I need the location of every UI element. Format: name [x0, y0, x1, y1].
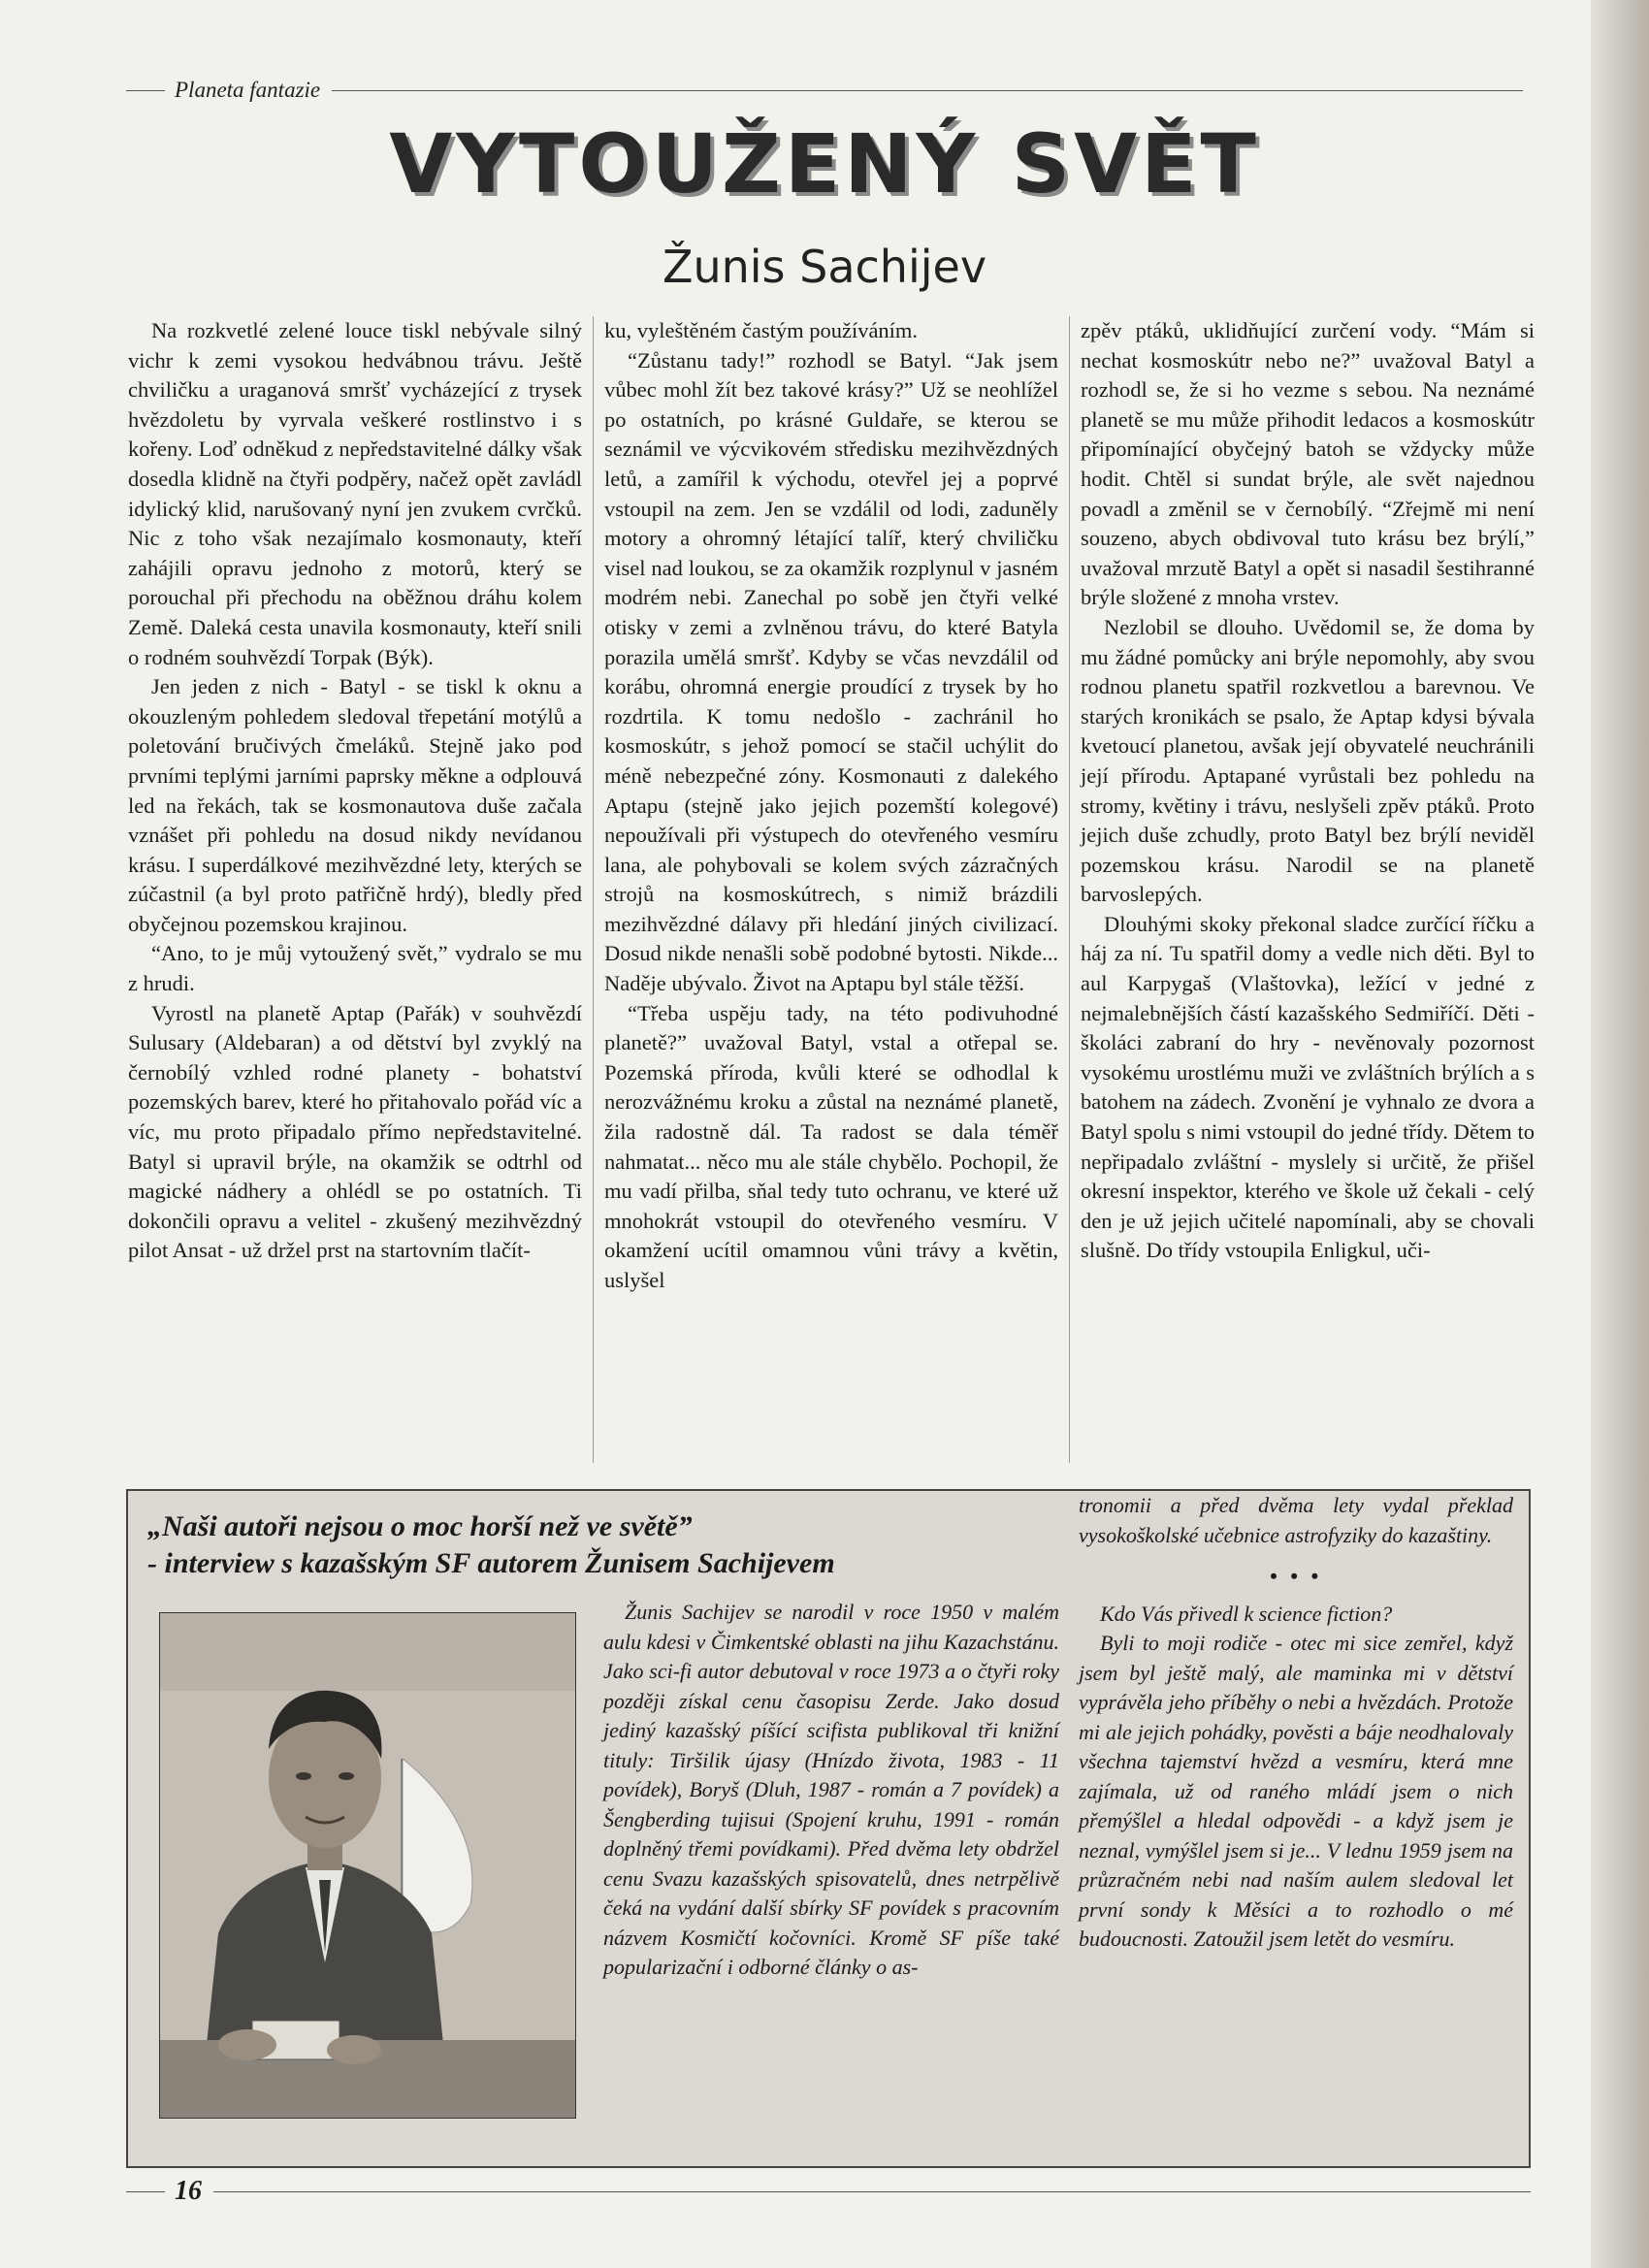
interview-box: [126, 1489, 1531, 2168]
interview-heading-line-2: - interview s kazašským SF autorem Žunisem Sachijevem: [147, 1547, 835, 1579]
section-label: Planeta fantazie: [175, 78, 321, 102]
page-edge-shadow: [1591, 0, 1649, 2268]
interview-question: Kdo Vás přivedl k science fiction?: [1100, 1601, 1393, 1626]
text-column-2: [604, 316, 1058, 1463]
interview-right-column: [1079, 1491, 1513, 1955]
article-author: Žunis Sachijev: [662, 241, 987, 293]
paragraph: ku, vyleštěném častým používáním.: [604, 318, 919, 342]
running-header: [126, 76, 1523, 105]
author-bio-text: Žunis Sachijev se narodil v roce 1950 v malém aulu kdesi v Čimkentské oblasti na jihu Kazachstánu. Jako sci-fi autor debutoval v roce 1973 a o čtyři roky později získal cenu časopisu Zerde. Jako dosud jediný kazašský píšící scifista publikoval tři knižní tituly: Tiršilik újasy (Hnízdo života, 1983 - 11 povídek), Boryš (Dluh, 1987 - román a 7 povídek) a Šengberding tujisui (Spojení kruhu, 1991 - román doplněný třemi povídkami). Před dvěma lety obdržel cenu Svazu kazašských spisovatelů, dnes netrpělivě čeká na vydání další sbírky SF povídek s pracovním názvem Kosmičtí kočovníci. Kromě SF píše také popularizační i odborné články o as-: [603, 1600, 1059, 1979]
paragraph: Nezlobil se dlouho. Uvědomil se, že doma by mu žádné pomůcky ani brýle nepomohly, aby svou rodnou planetu spatřil rozkvetlou a barevnou. Ve starých kronikách se psalo, že Aptap kdysi bývala kvetoucí planetou, avšak její obyvatelé neuchránili její přírodu. Aptapané vyrůstali bez pohledu na stromy, květiny i trávu, neslyšeli zpěv ptáků. Proto jejich duše zchudly, proto Batyl bez brýlí neviděl pozemskou krásu. Narodil se na planetě barvoslepých.: [1081, 614, 1535, 907]
paragraph: “Třeba uspěju tady, na této podivuhodné planetě?” uvažoval Batyl, vstal a otřepal se. Pozemská příroda, kvůli které se odhodlal k nerozvážnému kroku a zůstal na neznámé planetě, žila radostně dál. Ta radost se dala téměř nahmatat... něco mu ale stále chybělo. Pochopil, že mu vadí přilba, sňal tedy tuto ochranu, ve které už mnohokrát vstoupil do otevřeného vesmíru. V okamžení ucítil omamnou vůni trávy a květin, uslyšel: [604, 1000, 1058, 1292]
header-rule-left: [126, 90, 165, 91]
page-number: 16: [175, 2176, 202, 2206]
footer-rule-left: [126, 2191, 165, 2192]
header-rule-right: [332, 90, 1523, 91]
page-footer: [126, 2177, 1531, 2206]
section-separator: • • •: [1269, 1564, 1323, 1588]
paragraph: Na rozkvetlé zelené louce tiskl nebývale silný vichr k zemi vysokou hedvábnou trávu. Ještě chviličku a uraganová smršť vycházející z trysek hvězdoletu by vyrvala veškeré rostlinstvo i s kořeny. Loď odněkud z nepředstavitelné dálky však dosedla klidně na čtyři podpěry, načež opět zavládl idylický klid, narušovaný nyní jen zvukem cvrčků. Nic z toho však nezajímalo kosmonauty, kteří zahájili opravu jednoho z motorů, který se porouchal při přechodu na oběžnou dráhu kolem Země. Daleká cesta unavila kosmonauty, kteří snili o rodném souhvězdí Torpak (Býk).: [128, 318, 582, 669]
author-portrait-image: [160, 1613, 575, 2118]
interview-left: [128, 1491, 1069, 2166]
text-column-3: [1081, 316, 1535, 1463]
paragraph: zpěv ptáků, uklidňující zurčení vody. “Mám si nechat kosmoskútr nebo ne?” uvažoval Batyl a rozhodl se, že si ho vezme s sebou. Na neznámé planetě se mu může přihodit ledacos a kosmoskútr připomínající obyčejný batoh se vždycky může hodit. Chtěl si sundat brýle, ale svět najednou povadl a změnil se v černobílý. “Zřejmě mi není souzeno, abych obdivoval tuto krásu bez brýlí,” uvažoval mrzutě Batyl a opět si nasadil šestihranné brýle složené z mnoha vrstev.: [1081, 318, 1535, 610]
interview-answer: Byli to moji rodiče - otec mi sice zemřel, když jsem byl ještě malý, ale maminka mi v dětství vyprávěla jeho příběhy o nebi a hvězdách. Protože mi ale jejich pohádky, pověsti a báje neodhalovaly všechna tajemství hvězd a vesmíru, která mne zajímala, už od raného mládí jsem o nich přemýšlel a hledal odpovědi - a když jsem je neznal, vymýšlel jsem si je... V lednu 1959 jsem na průzračném nebi nad naším aulem sledoval let první sondy k Měsíci a to rozhodlo o mé budoucnosti. Zatoužil jsem letět do vesmíru.: [1079, 1631, 1513, 1951]
text-column-1: [128, 316, 582, 1463]
paragraph: Jen jeden z nich - Batyl - se tiskl k oknu a okouzleným pohledem sledoval třepetání motýlů a poletování bručivých čmeláků. Stejně jako pod prvními teplými jarními paprsky měkne a odplouvá led na řekách, tak se kosmonautova duše začala vznášet při pohledu na dosud nikdy nevídanou krásu. I superdálkové mezihvězdné lety, kterých se zúčastnil (a byl proto patřičně hrdý), bledly před obyčejnou pozemskou krajinou.: [128, 674, 582, 936]
paragraph: “Zůstanu tady!” rozhodl se Batyl. “Jak jsem vůbec mohl žít bez takové krásy?” Už se neohlížel po ostatních, po krásné Guldaře, se kterou se seznámil ve výcvikovém středisku mezihvězdných letů, a zamířil k východu, otevřel jej a poprvé vstoupil na zem. Jen se vzdálil od lodi, zaduněly motory a ohromný létající talíř, který chviličku visel nad loukou, se za okamžik rozplynul v jasném modrém nebi. Zanechal po sobě jen čtyři velké otisky v zemi a zvlněnou trávu, do které Batyla porazila umělá smršť. Kdyby se včas nevzdálil od korábu, ohromná energie proudící z trysek by ho rozdrtila. K tomu nedošlo - zachránil ho kosmoskútr, s jehož pomocí se stačil uchýlit do méně nebezpečné zóny. Kosmonauti z dalekého Aptapu (stejně jako jejich pozemští kolegové) nepoužívali při výstupech do otevřeného vesmíru lana, ale pohybovali se kolem svých zázračných strojů na kosmoskútrech, s nimiž brázdili mezihvězdné dálavy při hledání jiných civilizací. Dosud nikde nenašli sobě podobné bytosti. Nikde... Naděje ubývalo. Život na Aptapu byl stále těžší.: [604, 347, 1058, 996]
author-bio: [603, 1598, 1059, 1983]
footer-rule-right: [213, 2191, 1531, 2192]
article-title: VYTOUŽENÝ SVĚT: [389, 116, 1260, 211]
interview-heading: [147, 1508, 1069, 1582]
bio-continuation: tronomii a před dvěma lety vydal překlad vysokoškolské učebnice astrofyziky do kazaštiny.: [1079, 1493, 1513, 1547]
paragraph: Dlouhými skoky překonal sladce zurčící říčku a háj za ní. Tu spatřil domy a vedle nich děti. Byl to aul Karpygaš (Vlaštovka), ležící v jedné z nejmalebnějších částí kazašského Sedmiříčí. Děti - školáci zabraní do hry - nevěnovaly pozornost vysokému urostlému muži ve zvláštních brýlích a s batohem na zádech. Zvonění je vyhnalo ze dvora a Batyl spolu s nimi vstoupil do jedné třídy. Dětem to nepřipadalo zvláštní - myslely si určitě, že přišel okresní inspektor, kterého ve škole už čekali - celý den je už jejich učitelé napomínali, aby se chovali slušně. Do třídy vstoupila Enligkul, uči-: [1081, 911, 1535, 1263]
paragraph: “Ano, to je můj vytoužený svět,” vydralo se mu z hrudi.: [128, 941, 582, 996]
article-body: [128, 316, 1535, 1463]
paragraph: Vyrostl na planetě Aptap (Pařák) v souhvězdí Sulusary (Aldebaran) a od dětství byl zvyklý na černobílý vzhled rodné planety - bohatství pozemských barev, které ho přitahovalo pořád víc a víc, mu proto připadalo přímo nepředstavitelné. Batyl si upravil brýle, na okamžik se odtrhl od magické nádhery a ohlédl se po ostatních. Ti dokončili opravu a velitel - zkušený mezihvězdný pilot Ansat - už držel prst na startovním tlačít-: [128, 1000, 582, 1263]
interview-heading-line-1: „Naši autoři nejsou o moc horší než ve světě”: [147, 1510, 693, 1542]
author-photo: [159, 1612, 576, 2119]
